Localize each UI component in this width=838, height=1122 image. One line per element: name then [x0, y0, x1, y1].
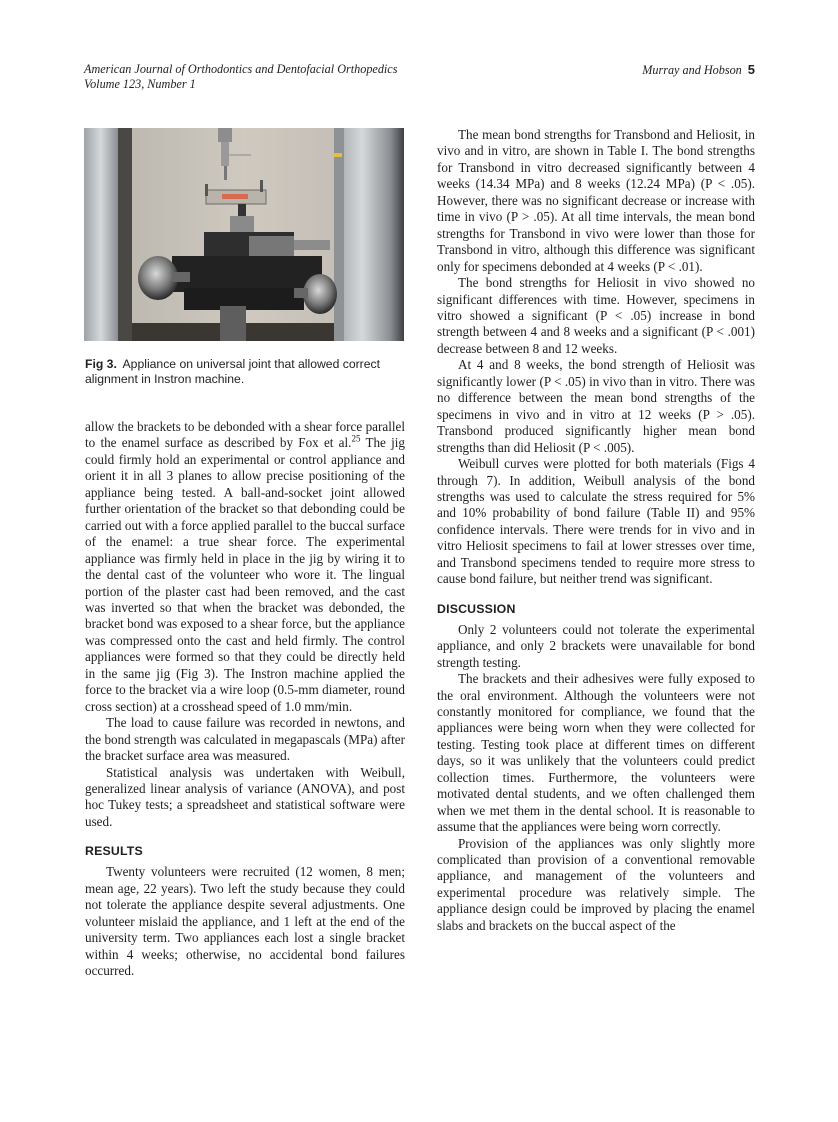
citation-superscript: 25 [351, 434, 361, 445]
running-authors: Murray and Hobson [642, 63, 742, 77]
figure-3-photo [84, 128, 404, 341]
section-heading-discussion: DISCUSSION [437, 601, 516, 616]
paragraph-text: allow the brackets to be debonded with a shear force parallel to the enamel surface as described by Fox et al. [85, 419, 405, 451]
journal-info [84, 62, 397, 92]
author-page [642, 62, 755, 78]
figure-caption [85, 357, 405, 386]
body-paragraph: Provision of the appliances was only slightly more complicated than provision of a conventional removable appliance, and management of the volunteers and experimental procedure was relatively simple. The appliance design could be improved by placing the enamel slabs and brackets on the buccal aspect of the [437, 835, 755, 933]
body-paragraph: At 4 and 8 weeks, the bond strength of Heliosit was significantly lower (P < .05) in vivo than in vitro. There was no difference between the mean bond strengths of the specimens in vivo and in vitro at 12 weeks (P > .05). Transbond produced significantly higher mean bond strengths than did Heliosit (P < .005). [437, 357, 755, 455]
right-column [437, 127, 755, 934]
body-paragraph: The bond strengths for Heliosit in vivo showed no significant differences with time. However, specimens in vitro showed a significant (P < .05) increase in bond strength between 4 and 8 weeks and a significant (P < .001) decrease between 8 and 12 weeks. [437, 275, 755, 356]
journal-volume: Volume 123, Number 1 [84, 77, 196, 91]
instron-machine-photo-icon [84, 128, 404, 341]
body-paragraph: Only 2 volunteers could not tolerate the experimental appliance, and only 2 brackets were unavailable for bond strength testing. [437, 621, 755, 670]
body-paragraph [85, 419, 405, 715]
figure-label: Fig 3. [85, 357, 117, 371]
page-number: 5 [747, 62, 755, 77]
body-paragraph: Twenty volunteers were recruited (12 women, 8 men; mean age, 22 years). Two left the study because they could not tolerate the appliance despite several adjustments. One volunteer mislaid the appliance, and 1 left at the end of the university term. Two appliances each lost a single bracket within 4 weeks; otherwise, no accidental bond failures occurred. [85, 864, 405, 979]
section-heading-results: RESULTS [85, 844, 143, 859]
body-paragraph: Statistical analysis was undertaken with Weibull, generalized linear analysis of variance (ANOVA), and post hoc Tukey tests; a spreadsheet and statistical software were used. [85, 764, 405, 829]
body-paragraph: The brackets and their adhesives were fully exposed to the oral environment. Although the volunteers were not constantly monitored for compliance, we found that the appliances were being worn when they were collected for testing. Testing took place at different times on different days, so it was unlikely that the volunteers could predict collection times. Furthermore, the volunteers were motivated dental students, and we often challenged them when we met them in the dental school. It is reasonable to assume that the appliances were being worn correctly. [437, 671, 755, 835]
body-paragraph: The load to cause failure was recorded in newtons, and the bond strength was calculated in megapascals (MPa) after the bracket surface area was measured. [85, 715, 405, 764]
journal-title: American Journal of Orthodontics and Dentofacial Orthopedics [84, 62, 398, 76]
body-paragraph: The mean bond strengths for Transbond and Heliosit, in vivo and in vitro, are shown in Table I. The bond strengths for Transbond in vitro decreased significantly between 4 weeks (14.34 MPa) and 8 weeks (12.24 MPa) (P < .05). However, there was no significant decrease or increase with time in vivo (P > .05). At all time intervals, the mean bond strengths for Transbond in vivo were lower than those for Transbond in vitro, although this difference was significant only for specimens debonded at 4 weeks (P < .01). [437, 127, 755, 274]
figure-caption-text: Appliance on universal joint that allowed correct alignment in Instron machine. [85, 357, 380, 386]
left-column [85, 419, 405, 980]
body-paragraph: Weibull curves were plotted for both materials (Figs 4 through 7). In addition, Weibull analysis of the bond strengths was used to calculate the stress required for 5% and 10% probability of bond failure (Table II) and 95% confidence intervals. There were trends for in vivo and in vitro Heliosit specimens to fail at lower stresses over time, and Transbond specimens tended to require more stress to cause bond failure, but neither trend was significant. [437, 456, 755, 587]
paragraph-text: The jig could firmly hold an experimental or control appliance and orient it in all 3 planes to allow precise positioning of the appliance being tested. A ball-and-socket joint allowed further orientation of the bracket so that debonding could be carried out with a force applied parallel to the buccal surface of the enamel: a true shear force. The experimental appliance was firmly held in place in the jig by wiring it to the dental cast of the volunteer who wore it. The lingual portion of the plaster cast had been removed, and the cast was inverted so that when the bracket was debonded, the bracket bond was exposed to a shear force, but the appliance was compressed onto the cast and held firmly. The control appliances were formed so that they could be directly held in the same jig (Fig 3). The Instron machine applied the force to the bracket via a wire loop (0.5-mm diameter, round cross section) at a crosshead speed of 1.0 mm/min. [85, 435, 405, 714]
